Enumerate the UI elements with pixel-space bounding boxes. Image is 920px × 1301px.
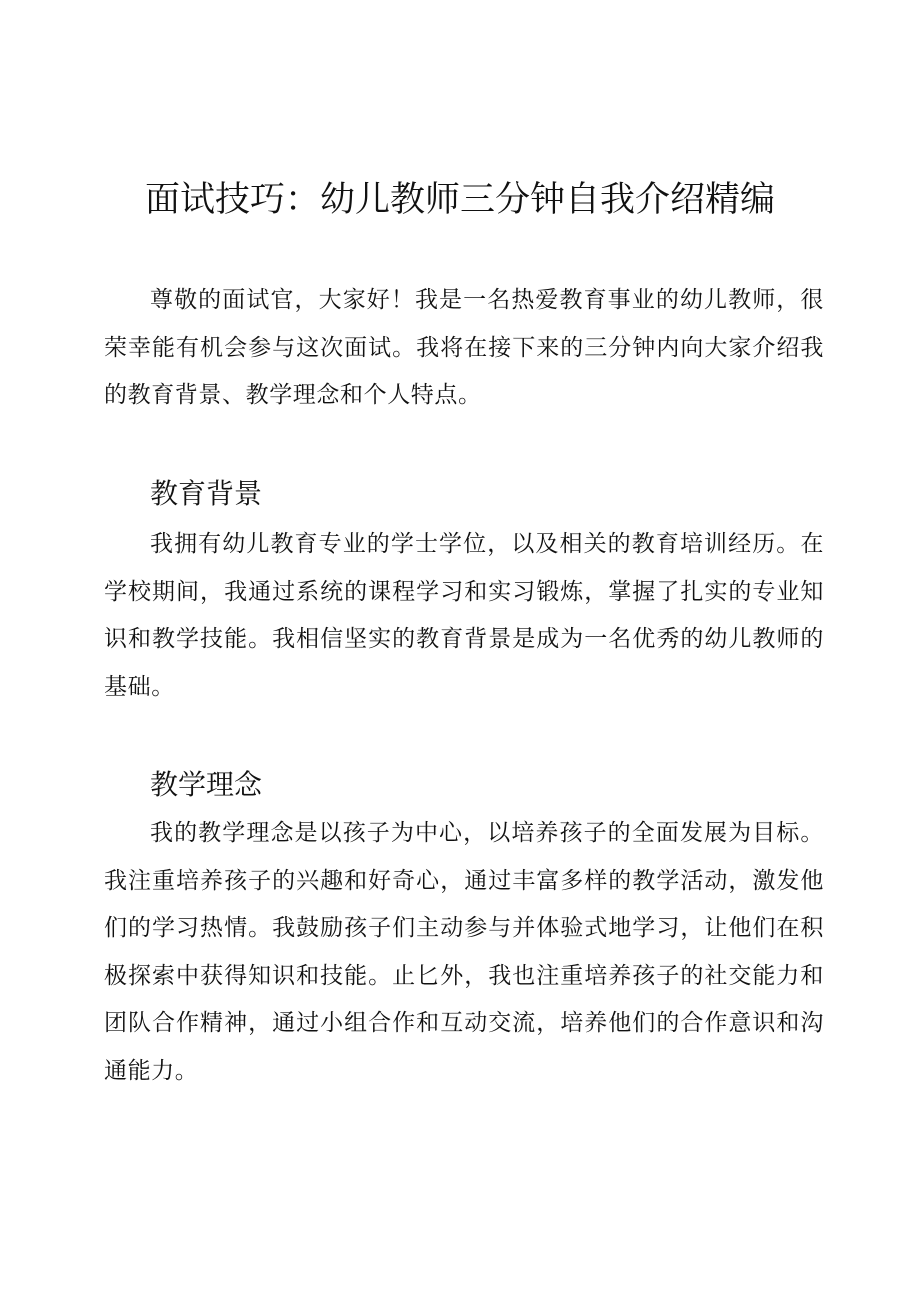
document-title: 面试技巧：幼儿教师三分钟自我介绍精编 xyxy=(144,180,775,220)
intro-paragraph: 尊敬的面试官，大家好！我是一名热爱教育事业的幼儿教师，很荣幸能有机会参与这次面试。我将在接下来的三分钟内向大家介绍我的教育背景、教学理念和个人特点。 xyxy=(104,287,824,408)
section-heading-education: 教育背景 xyxy=(150,477,263,510)
section-body-education: 我拥有幼儿教育专业的学士学位，以及相关的教育培训经历。在学校期间，我通过系统的课程学习和实习锻炼，掌握了扎实的专业知识和教学技能。我相信坚实的教育背景是成为一名优秀的幼儿教师的基础。 xyxy=(104,531,824,700)
section-heading-philosophy: 教学理念 xyxy=(150,768,263,801)
section-body-philosophy: 我的教学理念是以孩子为中心，以培养孩子的全面发展为目标。我注重培养孩子的兴趣和好奇心，通过丰富多样的教学活动，激发他们的学习热情。我鼓励孩子们主动参与并体验式地学习，让他们在积极探索中获得知识和技能。止匕外，我也注重培养孩子的社交能力和团队合作精神，通过小组合作和互动交流，培养他们的合作意识和沟通能力。 xyxy=(104,820,824,1084)
